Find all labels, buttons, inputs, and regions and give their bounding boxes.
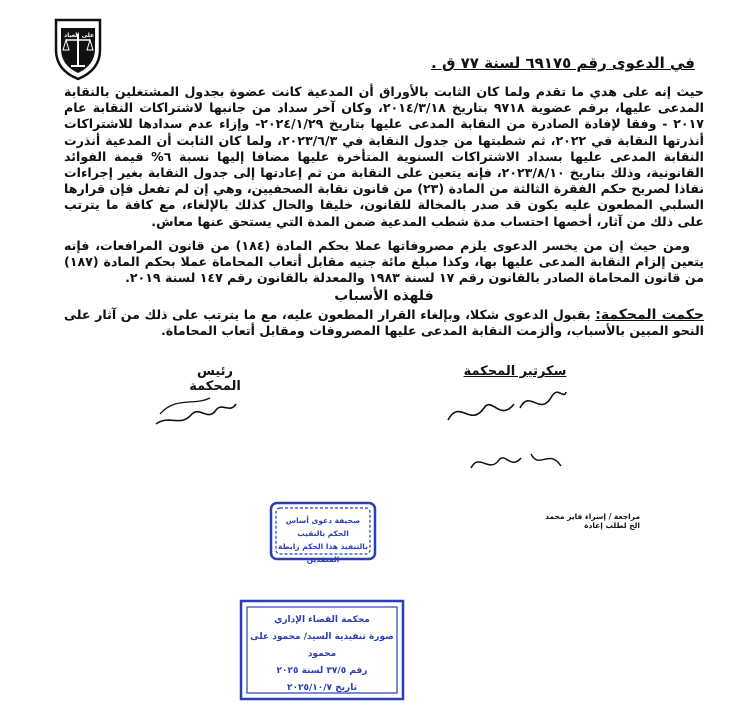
logo-caption: على العباد <box>64 32 95 39</box>
stamp2-title: محكمة القضاء الإداري <box>274 615 370 625</box>
president-signature-icon <box>150 384 240 434</box>
reasons-heading: فلهذه الأسباب <box>334 288 434 305</box>
stamp1-line1: صحيفة دعوى أساس الحكم بالنقيب <box>285 516 361 538</box>
syndicate-logo <box>52 16 104 82</box>
ruling-label: حكمت المحكمة: <box>595 306 705 323</box>
court-execution-stamp <box>238 598 406 702</box>
case-number-header: في الدعوى رقم ٦٩١٧٥ لسنة ٧٧ ق . <box>431 54 695 72</box>
stamp2-line2: رقم ٣٧/٥ لسنة ٢٠٢٥ <box>276 666 368 676</box>
reasoning-paragraph-1: حيث إنه على هدي ما تقدم ولما كان الثابت بالأوراق أن المدعية كانت عضوة بجدول المشتغلين بالنقابة المدعى عليها، برقم عضوية ٩٧١٨ بتاريخ ٢٠١٤/٣/١٨، وكان آخر سداد من جانبها لاشتراكات النقابة عام ٢٠١٧ - وفقا لإفادة الصادرة من النقابة المدعى عليها بتاريخ ٢٠٢٤/١/٢٩- وإزاء عدم سدادها للاشتراكات أنذرتها النقابة في ٢٠٢٢، ثم شطبتها من جدول النقابة في ٢٠٢٣/٦/٣، ولما كان الثابت أن المدعية أنذرت النقابة المدعى عليها بسداد الاشتراكات السنوية المتأخرة عليها مضافا إليها نسبة ٦% قيمة الفوائد القانونية، وذلك بتاريخ ٢٠٢٣/٨/١٠، فإنه يتعين على النقابة من ثم إعادتها إلى جدول النقابة بغير إجراءات نفاذا لصريح حكم الفقرة الثالثة من المادة (٢٣) من قانون نقابة الصحفيين، وهي إن لم تفعل فإن قرارها السلبي المطعون عليه يكون قد صدر بالمخالة للقانون، خليقا والحال كذلك بالإلغاء، مع كافة ما يترتب على ذلك من آثار، أخصها احتساب مدة شطب المدعية ضمن المدة التي يستحق عنها معاش. <box>64 84 704 229</box>
shield-logo-icon <box>52 16 104 82</box>
secretary-signature-icon <box>440 378 570 433</box>
ruling-text: بقبول الدعوى شكلا، وبإلغاء القرار المطعون عليه، مع ما يترتب على ذلك من آثار على النحو المبين بالأسباب، وألزمت النقابة المدعى عليها المصروفات ومقابل أتعاب المحاماة. <box>64 306 704 338</box>
president-signature-label: رئيس المحكمة <box>189 364 241 394</box>
ruling-paragraph <box>64 307 704 339</box>
reasoning-paragraph-2: ومن حيث إن من يخسر الدعوى يلزم مصروفاتها عملا بحكم المادة (١٨٤) من قانون المرافعات، فإنه يتعين إلزام النقابة المدعى عليها بها، وكذا مبلغ مائة جنيه مقابل أتعاب المحاماة عملا بحكم المادة (١٨٧) من قانون المحاماة الصادر بالقانون رقم ١٧ لسنة ١٩٨٣ والمعدلة بالقانون رقم ١٤٧ لسنة ٢٠١٩. <box>64 237 704 286</box>
review-note-line1: مراجعة / إسراء فايز محمد <box>545 512 640 521</box>
secondary-signature-icon <box>465 440 575 480</box>
review-note <box>520 512 640 530</box>
secretary-signature-label: سكرتير المحكمة <box>463 364 567 379</box>
review-note-line2: الخ لطلب إعادة <box>584 521 640 530</box>
stamp2-line1: صورة تنفيذية السيد/ محمود على محمود <box>250 632 394 659</box>
stamp2-line3: تاريخ ٢٠٢٥/١٠/٧ <box>287 683 357 693</box>
enforcement-stamp <box>268 500 378 562</box>
stamp1-line2: بالتنفيذ هذا الحكم رابطة المنفذين <box>278 542 368 564</box>
judgment-body <box>64 84 704 339</box>
